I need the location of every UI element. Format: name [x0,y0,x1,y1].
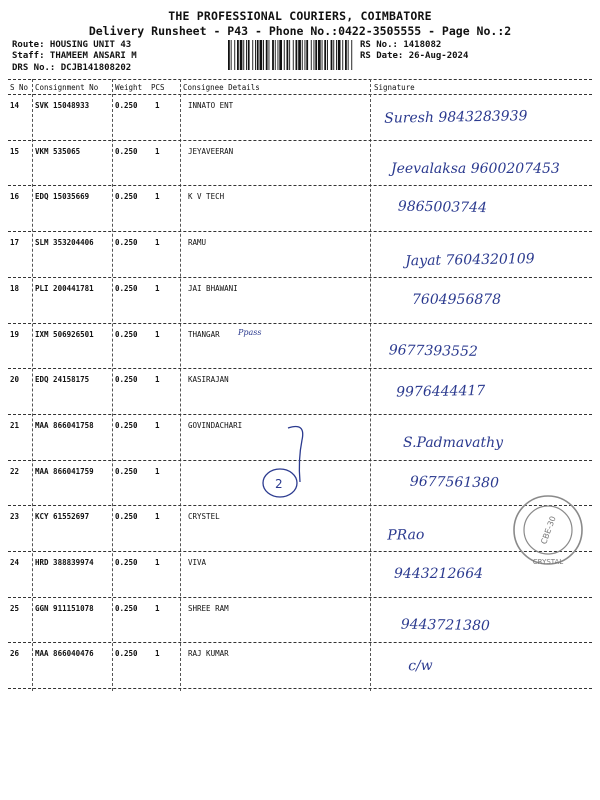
stamp-center-text: CBE-30 [539,514,558,546]
signature-handwriting: Jayat 7604320109 [405,251,535,270]
barcode-bar [314,40,315,70]
stamp-text: CRYSTAL [532,558,564,566]
row-signature [372,330,590,378]
row-sno: 25 [10,604,20,613]
route-label: Route: HOUSING UNIT 43 [12,40,132,50]
barcode-bar [327,40,328,70]
row-pcs: 1 [155,649,160,658]
row-consignee: K V TECH [188,192,225,201]
row-pcs: 1 [155,467,160,476]
row-divider [8,185,592,186]
row-weight: 0.250 [115,330,138,339]
barcode-bar [333,40,334,70]
row-divider [8,368,592,369]
signature-handwriting: 9443212664 [394,566,484,582]
barcode-bar [318,40,321,70]
row-sno: 17 [10,238,20,247]
col-header-consignment: Consignment No [35,83,99,92]
row-consignment-no: HRD 388839974 [35,558,94,567]
table-top-border [8,79,592,80]
row-sno: 22 [10,467,20,476]
staff-label: Staff: THAMEEM ANSARI M [12,51,137,61]
signature-handwriting: S.Padmavathy [403,435,504,451]
row-sno: 14 [10,101,20,110]
row-pcs: 1 [155,558,160,567]
row-consignment-no: MAA 866040476 [35,649,94,658]
row-consignment-no: IXM 506926501 [35,330,94,339]
signature-handwriting: PRao [387,526,425,544]
col-divider [32,79,33,691]
row-divider [8,688,592,689]
barcode-bar [248,40,250,70]
barcode-bar [348,40,349,70]
row-sno: 15 [10,147,20,156]
barcode-bar [302,40,303,70]
rs-number: RS No.: 1418082 [360,40,442,50]
row-weight: 0.250 [115,238,138,247]
row-consignee: JAI BHAWANI [188,284,238,293]
row-pcs: 1 [155,604,160,613]
barcode-bar [263,40,264,70]
row-consignee: KASIRAJAN [188,375,229,384]
barcode-bar [338,40,341,70]
barcode-bar [231,40,232,70]
signature-handwriting: 9677393552 [388,342,478,360]
barcode-bar [336,40,337,70]
signature-handwriting: 9976444417 [396,382,486,401]
row-consignment-no: PLI 200441781 [35,284,94,293]
row-pcs: 1 [155,512,160,521]
row-divider [8,551,592,552]
row-divider [8,277,592,278]
row-signature [372,238,590,286]
handwritten-circle-mark [258,420,328,510]
signature-handwriting: Jeevalaksa 9600207453 [391,161,560,177]
row-weight: 0.250 [115,192,138,201]
signature-handwriting: 7604956878 [412,292,502,308]
row-consignee: CRYSTEL [188,512,220,521]
col-header-sno: S No [10,83,29,92]
row-sno: 18 [10,284,20,293]
row-divider [8,414,592,415]
barcode-bar [275,40,276,70]
barcode-bar [305,40,306,70]
barcode [228,40,354,70]
row-sno: 24 [10,558,20,567]
barcode-bar [345,40,347,70]
crystal-stamp [510,492,586,568]
barcode-bar [279,40,282,70]
signature-handwriting: Suresh 9843283939 [384,108,528,127]
row-weight: 0.250 [115,467,138,476]
row-consignee: RAJ KUMAR [188,649,229,658]
barcode-bar [296,40,298,70]
barcode-bar [298,40,301,70]
row-signature [372,421,590,469]
row-divider [8,597,592,598]
row-consignment-no: MAA 866041758 [35,421,94,430]
row-consignee: SHREE RAM [188,604,229,613]
barcode-bar [266,40,268,70]
barcode-bar [331,40,333,70]
col-header-consignee: Consignee Details [183,83,260,92]
row-signature [372,375,590,423]
barcode-bar [322,40,323,70]
row-signature [372,604,590,652]
row-sno: 19 [10,330,20,339]
barcode-bar [284,40,285,70]
row-pcs: 1 [155,330,160,339]
barcode-bar [342,40,343,70]
row-weight: 0.250 [115,147,138,156]
row-pcs: 1 [155,421,160,430]
row-consignment-no: MAA 866041759 [35,467,94,476]
row-pcs: 1 [155,147,160,156]
signature-handwriting: c/w [408,657,433,675]
row-divider [8,140,592,141]
header-divider [8,94,592,95]
row-weight: 0.250 [115,558,138,567]
barcode-bar [269,40,270,70]
row-weight: 0.250 [115,604,138,613]
barcode-bar [234,40,235,70]
row-signature [372,192,590,240]
col-divider [370,79,371,691]
row-weight: 0.250 [115,375,138,384]
barcode-bar [237,40,239,70]
row-sno: 16 [10,192,20,201]
row-consignment-no: EDQ 24158175 [35,375,90,384]
row-consignee: RAMU [188,238,207,247]
col-header-pcs: PCS [151,83,165,92]
barcode-bar [289,40,290,70]
col-divider [180,79,181,691]
col-divider [112,79,113,691]
row-consignment-no: SVK 15048933 [35,101,90,110]
barcode-bar [324,40,326,70]
col-header-signature: Signature [374,83,415,92]
barcode-bar [287,40,289,70]
barcode-bar [351,40,352,70]
row-weight: 0.250 [115,512,138,521]
row-consignment-no: SLM 353204406 [35,238,94,247]
row-consignment-no: GGN 911151078 [35,604,94,613]
row-weight: 0.250 [115,284,138,293]
row-pcs: 1 [155,192,160,201]
consignee-handwritten-note: Ppass [238,328,262,337]
row-consignee: GOVINDACHARI [188,421,243,430]
row-consignment-no: KCY 61552697 [35,512,90,521]
row-pcs: 1 [155,284,160,293]
handwritten-count: 2 [275,477,283,491]
signature-handwriting: 9677561380 [409,473,500,492]
company-title: THE PROFESSIONAL COURIERS, COIMBATORE [168,9,432,23]
signature-handwriting: 9443721380 [400,616,490,635]
row-sno: 20 [10,375,20,384]
row-pcs: 1 [155,375,160,384]
row-consignee: JEYAVEERAN [188,147,234,156]
barcode-bar [272,40,274,70]
row-weight: 0.250 [115,649,138,658]
barcode-bar [306,40,308,70]
row-signature [372,284,590,332]
row-consignment-no: EDQ 15035669 [35,192,90,201]
row-signature [372,147,590,195]
row-sno: 26 [10,649,20,658]
row-consignee: INNATO ENT [188,101,234,110]
col-header-weight: Weight [115,83,143,92]
barcode-bar [240,40,243,70]
barcode-bar [255,40,256,70]
rs-date: RS Date: 26-Aug-2024 [360,51,469,61]
barcode-bar [257,40,259,70]
row-weight: 0.250 [115,101,138,110]
row-divider [8,231,592,232]
row-consignee: VIVA [188,558,207,567]
barcode-bar [315,40,317,70]
barcode-bar [243,40,244,70]
row-sno: 23 [10,512,20,521]
barcode-bar [278,40,279,70]
row-divider [8,642,592,643]
row-sno: 21 [10,421,20,430]
barcode-bar [228,40,230,70]
barcode-bar [252,40,253,70]
row-consignee: THANGAR [188,330,220,339]
row-weight: 0.250 [115,421,138,430]
runsheet-subtitle: Delivery Runsheet - P43 - Phone No.:0422-3505555 - Page No.:2 [88,24,512,38]
row-signature [372,649,590,697]
row-pcs: 1 [155,101,160,110]
drs-number: DRS No.: DCJB141808202 [12,63,132,73]
signature-handwriting: 9865003744 [397,198,488,217]
row-divider [8,323,592,324]
row-signature [372,101,590,149]
barcode-bar [293,40,294,70]
row-pcs: 1 [155,238,160,247]
row-consignment-no: VKM 535065 [35,147,81,156]
barcode-bar [311,40,312,70]
barcode-bar [260,40,263,70]
barcode-bar [246,40,247,70]
